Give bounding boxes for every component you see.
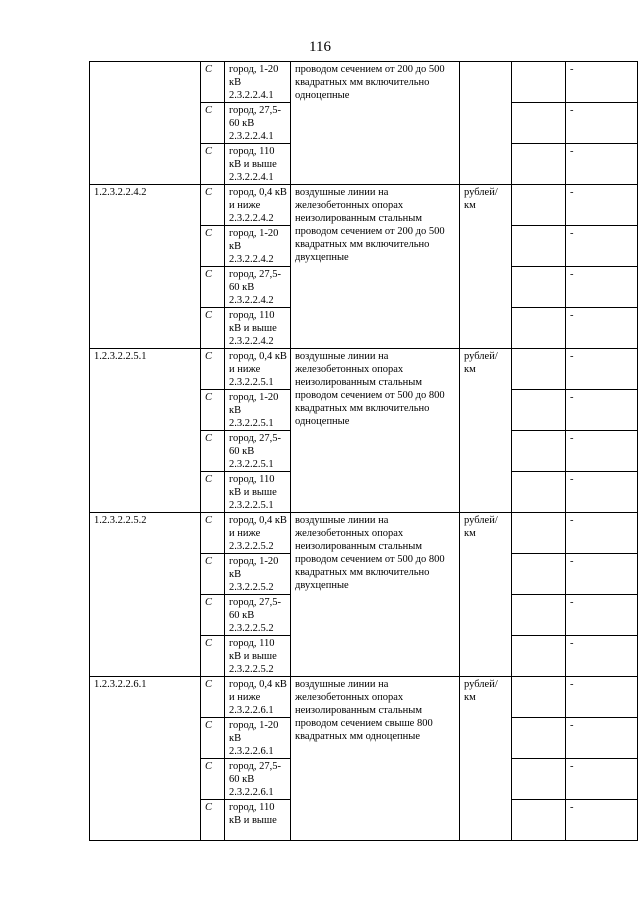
row-value-cell: -: [566, 349, 638, 390]
row-mark-cell: С: [201, 144, 225, 185]
row-value-cell: -: [566, 677, 638, 718]
row-location-cell: город, 110 кВ и выше 2.3.2.2.5.2: [225, 636, 291, 677]
row-value-cell: -: [566, 267, 638, 308]
row-location-cell: город, 1-20 кВ 2.3.2.2.5.2: [225, 554, 291, 595]
row-empty-cell: [512, 349, 566, 390]
row-location-cell: город, 0,4 кВ и ниже 2.3.2.2.4.2: [225, 185, 291, 226]
row-mark-cell: С: [201, 759, 225, 800]
row-value-cell: -: [566, 513, 638, 554]
row-empty-cell: [512, 472, 566, 513]
row-empty-cell: [512, 554, 566, 595]
row-code-cell: 1.2.3.2.2.5.2: [90, 513, 201, 677]
table-row: [90, 62, 638, 103]
tariff-table: [89, 61, 638, 841]
row-mark-cell: С: [201, 636, 225, 677]
row-mark-cell: С: [201, 472, 225, 513]
table-row: [90, 185, 638, 226]
row-empty-cell: [512, 144, 566, 185]
row-location-cell: город, 0,4 кВ и ниже 2.3.2.2.5.2: [225, 513, 291, 554]
row-location-cell: город, 1-20 кВ 2.3.2.2.4.1: [225, 62, 291, 103]
row-empty-cell: [512, 800, 566, 841]
row-value-cell: -: [566, 554, 638, 595]
row-code-cell: 1.2.3.2.2.5.1: [90, 349, 201, 513]
table-row: [90, 349, 638, 390]
row-empty-cell: [512, 62, 566, 103]
row-value-cell: -: [566, 472, 638, 513]
row-mark-cell: С: [201, 185, 225, 226]
row-location-cell: город, 27,5-60 кВ 2.3.2.2.5.1: [225, 431, 291, 472]
row-mark-cell: С: [201, 554, 225, 595]
row-mark-cell: С: [201, 513, 225, 554]
row-code-cell: 1.2.3.2.2.4.2: [90, 185, 201, 349]
row-description-cell: проводом сечением от 200 до 500 квадратных мм включительно одноцепные: [291, 62, 460, 185]
row-unit-cell: рублей/км: [460, 677, 512, 841]
row-value-cell: -: [566, 636, 638, 677]
row-location-cell: город, 27,5-60 кВ 2.3.2.2.5.2: [225, 595, 291, 636]
row-location-cell: город, 1-20 кВ 2.3.2.2.5.1: [225, 390, 291, 431]
row-value-cell: -: [566, 103, 638, 144]
row-code-cell: [90, 62, 201, 185]
row-location-cell: город, 1-20 кВ 2.3.2.2.4.2: [225, 226, 291, 267]
row-empty-cell: [512, 390, 566, 431]
row-empty-cell: [512, 636, 566, 677]
row-empty-cell: [512, 677, 566, 718]
row-description-cell: воздушные линии на железобетонных опорах неизолированным стальным проводом сечением от 500 до 800 квадратных мм включительно одноцепные: [291, 349, 460, 513]
row-empty-cell: [512, 308, 566, 349]
row-value-cell: -: [566, 62, 638, 103]
row-mark-cell: С: [201, 595, 225, 636]
row-mark-cell: С: [201, 677, 225, 718]
row-code-cell: 1.2.3.2.2.6.1: [90, 677, 201, 841]
table-row: [90, 677, 638, 718]
row-value-cell: -: [566, 185, 638, 226]
row-mark-cell: С: [201, 718, 225, 759]
table-body: [90, 62, 638, 841]
row-empty-cell: [512, 185, 566, 226]
row-location-cell: город, 110 кВ и выше 2.3.2.2.4.1: [225, 144, 291, 185]
row-empty-cell: [512, 759, 566, 800]
row-value-cell: -: [566, 226, 638, 267]
row-empty-cell: [512, 513, 566, 554]
row-empty-cell: [512, 226, 566, 267]
row-value-cell: -: [566, 144, 638, 185]
row-mark-cell: С: [201, 62, 225, 103]
row-location-cell: город, 110 кВ и выше 2.3.2.2.4.2: [225, 308, 291, 349]
row-location-cell: город, 27,5-60 кВ 2.3.2.2.6.1: [225, 759, 291, 800]
row-description-cell: воздушные линии на железобетонных опорах неизолированным стальным проводом сечением от 500 до 800 квадратных мм включительно двухцепные: [291, 513, 460, 677]
row-value-cell: -: [566, 800, 638, 841]
row-value-cell: -: [566, 431, 638, 472]
row-location-cell: город, 1-20 кВ 2.3.2.2.6.1: [225, 718, 291, 759]
row-empty-cell: [512, 595, 566, 636]
row-description-cell: воздушные линии на железобетонных опорах неизолированным стальным проводом сечением свыше 800 квадратных мм одноцепные: [291, 677, 460, 841]
row-unit-cell: рублей/км: [460, 349, 512, 513]
row-location-cell: город, 27,5-60 кВ 2.3.2.2.4.1: [225, 103, 291, 144]
row-description-cell: воздушные линии на железобетонных опорах неизолированным стальным проводом сечением от 200 до 500 квадратных мм включительно двухцепные: [291, 185, 460, 349]
row-empty-cell: [512, 431, 566, 472]
table-row: [90, 513, 638, 554]
row-unit-cell: [460, 62, 512, 185]
row-location-cell: город, 110 кВ и выше 2.3.2.2.5.1: [225, 472, 291, 513]
row-mark-cell: С: [201, 431, 225, 472]
row-mark-cell: С: [201, 103, 225, 144]
row-location-cell: город, 110 кВ и выше: [225, 800, 291, 841]
row-value-cell: -: [566, 595, 638, 636]
row-mark-cell: С: [201, 390, 225, 431]
row-mark-cell: С: [201, 800, 225, 841]
row-empty-cell: [512, 267, 566, 308]
row-value-cell: -: [566, 718, 638, 759]
row-location-cell: город, 0,4 кВ и ниже 2.3.2.2.5.1: [225, 349, 291, 390]
row-mark-cell: С: [201, 226, 225, 267]
page-number: 116: [309, 39, 331, 55]
row-mark-cell: С: [201, 267, 225, 308]
row-empty-cell: [512, 103, 566, 144]
row-location-cell: город, 0,4 кВ и ниже 2.3.2.2.6.1: [225, 677, 291, 718]
row-mark-cell: С: [201, 349, 225, 390]
row-empty-cell: [512, 718, 566, 759]
row-value-cell: -: [566, 390, 638, 431]
row-value-cell: -: [566, 308, 638, 349]
row-unit-cell: рублей/км: [460, 185, 512, 349]
row-location-cell: город, 27,5-60 кВ 2.3.2.2.4.2: [225, 267, 291, 308]
row-mark-cell: С: [201, 308, 225, 349]
row-value-cell: -: [566, 759, 638, 800]
row-unit-cell: рублей/км: [460, 513, 512, 677]
